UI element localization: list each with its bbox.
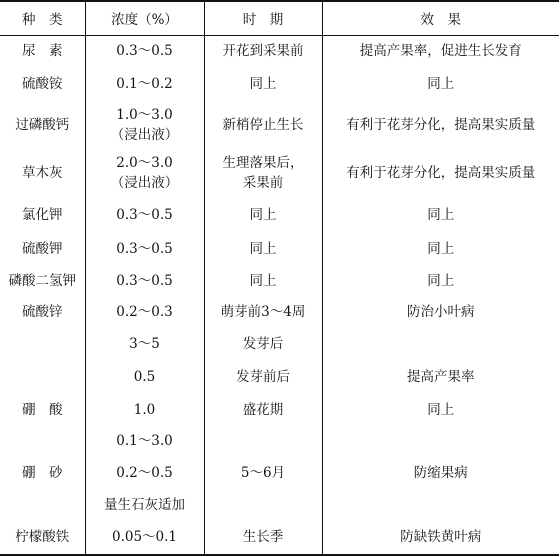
cell-concentration — [85, 521, 204, 555]
concentration-line: 3～5 — [129, 336, 160, 353]
period-line: 同上 — [249, 240, 277, 257]
cell-concentration — [85, 35, 204, 66]
cell-concentration — [85, 296, 204, 327]
cell-kind — [0, 361, 85, 394]
period-line: 盛花期 — [242, 401, 284, 418]
cell-kind: 硫酸铵 — [22, 75, 63, 92]
cell-concentration — [85, 425, 204, 456]
cell-kind: 过磷酸钙 — [15, 117, 70, 134]
period-line: 萌芽前3～4周 — [220, 304, 306, 321]
cell-kind: 硼 酸 — [22, 401, 63, 418]
table-row — [0, 197, 559, 232]
header-row — [0, 1, 559, 35]
cell-kind: 氯化钾 — [22, 206, 63, 223]
cell-kind: 硫酸锌 — [22, 304, 63, 321]
header-period: 时 期 — [204, 1, 322, 35]
cell-concentration — [85, 456, 204, 489]
period-line: 生长季 — [242, 529, 284, 546]
concentration-line: 0.1～0.2 — [116, 75, 173, 92]
cell-effect: 有利于花芽分化，提高果实质量 — [322, 149, 559, 197]
table-row — [0, 456, 559, 489]
concentration-line: 0.05～0.1 — [111, 529, 178, 546]
concentration-note: （浸出液） — [110, 127, 179, 144]
table-row — [0, 394, 559, 425]
cell-effect: 同上 — [322, 265, 559, 296]
cell-concentration — [85, 328, 204, 361]
table-row — [0, 232, 559, 265]
cell-period — [204, 394, 322, 425]
cell-kind — [0, 328, 85, 361]
table-row — [0, 361, 559, 394]
cell-period — [204, 328, 322, 361]
cell-effect — [322, 489, 559, 520]
table-row — [0, 35, 559, 66]
period-line: 同上 — [249, 75, 277, 92]
cell-kind — [0, 425, 85, 456]
period-line: 同上 — [249, 206, 277, 223]
cell-period — [204, 232, 322, 265]
cell-period — [204, 35, 322, 66]
period-line: 发芽后 — [242, 336, 284, 353]
cell-kind — [0, 489, 85, 520]
cell-concentration — [85, 197, 204, 232]
cell-effect: 防缺铁黄叶病 — [322, 521, 559, 555]
cell-concentration — [85, 489, 204, 520]
table-row — [0, 101, 559, 149]
table-row — [0, 149, 559, 197]
period-line: 发芽前后 — [236, 369, 290, 386]
cell-period — [204, 265, 322, 296]
concentration-line: 0.3～0.5 — [116, 42, 173, 59]
cell-concentration — [85, 361, 204, 394]
concentration-line: 0.3～0.5 — [116, 240, 173, 257]
concentration-line: 0.5 — [133, 369, 156, 386]
table-row — [0, 328, 559, 361]
concentration-line: 0.1～3.0 — [116, 432, 173, 449]
period-line: 同上 — [249, 272, 277, 289]
table-row — [0, 425, 559, 456]
table-row — [0, 265, 559, 296]
cell-kind: 草木灰 — [22, 165, 63, 181]
concentration-line: 0.2～0.5 — [116, 464, 173, 481]
period-line: 5～6月 — [240, 464, 286, 481]
cell-period — [204, 456, 322, 489]
concentration-line: 量生石灰适加 — [104, 497, 185, 514]
cell-kind: 尿 素 — [22, 42, 63, 59]
period-line: 开花到采果前 — [222, 42, 304, 59]
cell-concentration — [85, 66, 204, 101]
header-kind: 种 类 — [0, 1, 85, 35]
cell-concentration — [85, 101, 204, 149]
cell-effect: 同上 — [322, 197, 559, 232]
cell-effect: 同上 — [322, 394, 559, 425]
cell-kind: 柠檬酸铁 — [0, 521, 85, 555]
period-line: 新梢停止生长 — [222, 117, 304, 134]
cell-period — [204, 489, 322, 520]
concentration-note: （浸出液） — [110, 175, 179, 191]
cell-effect: 提高产果率 — [322, 361, 559, 394]
table-row — [0, 66, 559, 101]
header-concentration: 浓度（%） — [85, 1, 204, 35]
cell-concentration — [85, 394, 204, 425]
table-row — [0, 296, 559, 327]
concentration-line: 0.2～0.3 — [116, 304, 173, 321]
cell-period — [204, 66, 322, 101]
cell-effect: 防缩果病 — [322, 456, 559, 489]
cell-concentration — [85, 232, 204, 265]
cell-period — [204, 296, 322, 327]
period-line: 生理落果后， — [222, 155, 304, 171]
cell-effect: 同上 — [322, 66, 559, 101]
concentration-line: 0.3～0.5 — [116, 206, 173, 223]
cell-period — [204, 425, 322, 456]
header-effect: 效 果 — [322, 1, 559, 35]
cell-concentration — [85, 265, 204, 296]
table-body — [0, 35, 559, 555]
table-row — [0, 521, 559, 555]
cell-effect — [322, 425, 559, 456]
cell-kind: 硫酸钾 — [22, 240, 63, 257]
cell-period — [204, 101, 322, 149]
concentration-line: 1.0～3.0 — [116, 107, 173, 124]
cell-effect: 提高产果率，促进生长发育 — [322, 35, 559, 66]
cell-effect: 有利于花芽分化，提高果实质量 — [322, 101, 559, 149]
cell-period — [204, 197, 322, 232]
period-line: 采果前 — [242, 175, 284, 191]
cell-concentration — [85, 149, 204, 197]
table-header — [0, 1, 559, 35]
concentration-line: 0.3～0.5 — [116, 272, 173, 289]
cell-effect — [322, 328, 559, 361]
concentration-line: 2.0～3.0 — [116, 155, 173, 171]
cell-kind: 硼 砂 — [22, 464, 63, 481]
cell-period — [204, 149, 322, 197]
cell-period — [204, 521, 322, 555]
cell-period — [204, 361, 322, 394]
table-row — [0, 489, 559, 520]
cell-effect: 防治小叶病 — [322, 296, 559, 327]
cell-kind: 磷酸二氢钾 — [8, 272, 76, 289]
concentration-line: 1.0 — [133, 401, 156, 418]
cell-effect: 同上 — [322, 232, 559, 265]
